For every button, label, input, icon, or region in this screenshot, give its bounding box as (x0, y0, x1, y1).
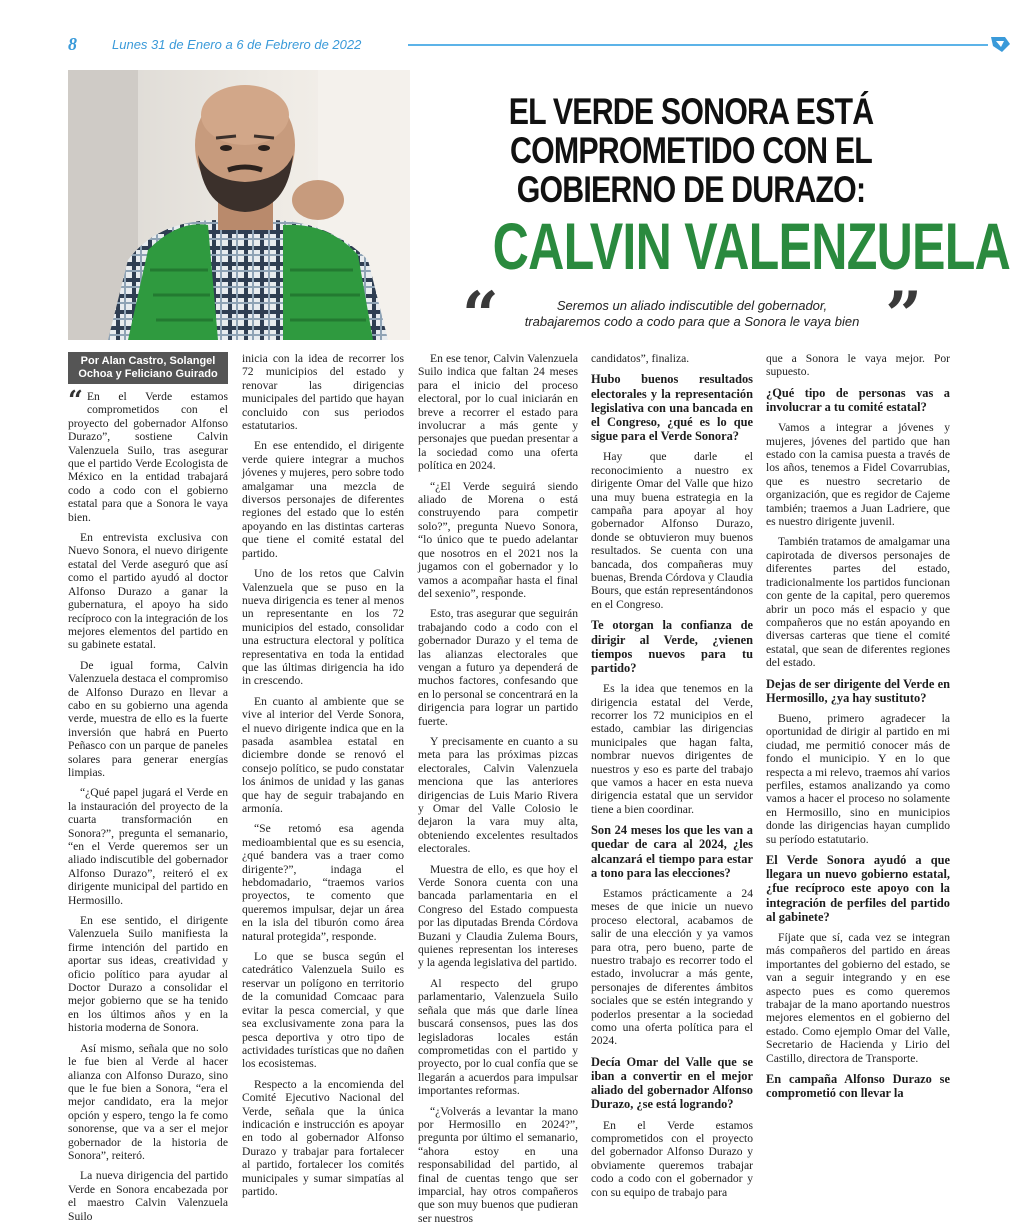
paragraph: “¿Qué papel jugará el Verde en la instauración del proyecto de la cuarta transformación en Sonora?”, pregunta el semanario, “en el Verde queremos ser un aliado indiscutible del gobernador Alfonso Durazo”, reiteró el ex dirigente municipal del partido en Hermosillo. (68, 786, 228, 907)
page-number: 8 (68, 34, 77, 54)
interview-question: ¿Qué tipo de personas vas a involucrar a tu comité estatal? (766, 385, 950, 415)
lead-paragraph-text: En el Verde estamos comprometidos con el proyecto del gobernador Alfonso Durazo”, sostiene Calvin Valenzuela Suilo, tras asegurar que el partido Verde Ecologista de México en la entidad trabajará codo a codo con el gobierno estatal para que a Sonora le vaya bien. (68, 390, 228, 524)
article-column-2 (242, 352, 404, 1198)
open-quote-icon: “ (462, 278, 499, 353)
header-rule (408, 44, 988, 46)
article-column-5 (766, 352, 950, 1182)
paragraph: La nueva dirigencia del partido Verde en Sonora encabezada por el maestro Calvin Valenzuela Suilo (68, 1169, 228, 1223)
interview-question: El Verde Sonora ayudó a que llegara un nuevo gobierno estatal, ¿fue recíproco este apoyo con la integración de perfiles del partido al gabinete? (766, 853, 950, 924)
paragraph: Respecto a la encomienda del Comité Ejecutivo Nacional del Verde, señala que la única indicación e instrucción es apoyar en todo al gobernador Alfonso Durazo y trabajar para fortalecer al partido, fortalecer los comités municipales y sumar simpatías al partido. (242, 1077, 404, 1198)
headline-line-1: EL VERDE SONORA ESTÁ (508, 91, 874, 132)
paragraph: “Se retomó esa agenda medioambiental que es su esencia, ¿qué bandera vas a traer como dirigente?”, indaga el hebdomadario, “traemos varios proyectos, te comento que queremos impulsar, dejar un área en la isla del tiburón como área natural protegida”, responde. (242, 822, 404, 943)
paragraph: En el Verde estamos comprometidos con el proyecto del gobernador Alfonso Durazo y obviamente queremos trabajar codo a codo con el gobernador y con su equipo de trabajo para (591, 1118, 753, 1199)
paragraph: Es la idea que tenemos en la dirigencia estatal del Verde, recorrer los 72 municipios en el estado, cambiar las dirigencias municipales que hagan falta, nombrar nuevos dirigentes de nuestros y eso es parte del trabajo que vamos a hacer en esta nueva dirigencia estatal que un servidor tiene a bien coordinar. (591, 682, 753, 816)
paragraph: En ese sentido, el dirigente Valenzuela Suilo manifiesta la firme intención del partido en aportar sus ideas, creatividad y oficio político para ayudar al Doctor Durazo a consolidar el mejor gobierno que se ha tenido en los últimos años y en la historia moderna de Sonora. (68, 914, 228, 1035)
paragraph: En ese tenor, Calvin Valenzuela Suilo indica que faltan 24 meses para el inicio del proceso electoral, por lo cual iniciarán en breve a recorrer el estado para involucrar a más gente y personajes que puedan presentar a la sociedad como una oferta política en 2024. (418, 352, 578, 473)
page-header (68, 34, 948, 56)
paragraph: Uno de los retos que Calvin Valenzuela que se puso en la nueva dirigencia es tener al menos un representante en los 72 municipios del estado, consolidar una estructura electoral y política representativa en toda la entidad que las últimas dirigencia ha ido in crescendo. (242, 567, 404, 688)
article-column-1 (68, 352, 228, 1223)
close-quote-icon: ” (885, 278, 922, 353)
paragraph: Esto, tras asegurar que seguirán trabajando codo a codo con el gobernador Durazo y el tema de las alianzas electorales que vengan a futuro ya dependerá de muchos factores, confesando que en lo personal se concentrará en la dirigencia para lograr un partido fuerte. (418, 607, 578, 728)
paragraph: Vamos a integrar a jóvenes y mujeres, jóvenes del partido que han estado con la camisa puesta a través de los años, tenemos a Fidel Covarrubias, que es nuestro secretario de organización, que es regidor de Cajeme también; traemos a Juan Ladriere, que es nuestro dirigente juvenil. (766, 421, 950, 529)
paragraph: Bueno, primero agradecer la oportunidad de dirigir al partido en mi ciudad, me permitió conocer más de fondo el municipio. Y en lo que respecta a mi relevo, traemos ahí varios perfiles, estamos analizando ya como vamos a hacer el proceso no solamente en Hermosillo, sino en municipios donde las dirigencias hayan cumplido su período estatutario. (766, 711, 950, 846)
interview-question: Dejas de ser dirigente del Verde en Hermosillo, ¿ya hay sustituto? (766, 676, 950, 705)
paragraph: En entrevista exclusiva con Nuevo Sonora, el nuevo dirigente estatal del Verde aseguró que así como el partido ayudó al doctor Alfonso Durazo a ganar la gubernatura, el apoyo ha sido recíproco con la integración de los mejores elementos del partido en su gabinete estatal. (68, 531, 228, 652)
paragraph: También tratamos de amalgamar una capirotada de diversos personajes de diferentes partes del estado, tradicionalmente los partidos funcionan con gente de la capital, pero queremos abrir un poco más el espacio y que compañeros que no están apoyando en diversas carteras que tiene el comité estatal, que sean de diferentes regiones del estado. (766, 535, 950, 670)
paragraph: Muestra de ello, es que hoy el Verde Sonora cuenta con una bancada parlamentaria en el Congreso del Estado compuesta por las diputadas Brenda Córdova Buzani y Claudia Zulema Bours, quienes representan los intereses y la agenda legislativa del partido. (418, 862, 578, 970)
paragraph: que a Sonora le vaya mejor. Por supuesto. (766, 352, 950, 379)
headline-line-2: COMPROMETIDO CON EL (509, 130, 872, 171)
byline: Por Alan Castro, Solangel Ochoa y Feliciano Guirado (68, 352, 228, 384)
interview-question: Son 24 meses los que les van a quedar de cara al 2024, ¿les alcanzará el tiempo para estar a tono para las elecciones? (591, 823, 753, 880)
portrait-illustration (68, 70, 410, 340)
paragraph: Fíjate que sí, cada vez se integran más compañeros del partido en áreas importantes del gobierno del estado, se van a seguir integrando y en ese aspecto pues es como queremos trabajar de la mano aportando nuestros mejores elementos en el gobierno del estado. Como ejemplo Omar del Valle, Secretario de Hacienda y Lirio del Castillo, directora de Transporte. (766, 931, 950, 1065)
paragraph: Lo que se busca según el catedrático Valenzuela Suilo es reservar un polígono en territorio de la comunidad Comcaac para evitar la pesca comercial, y que sea exclusivamente zona para la pesca deportiva y otro tipo de actividades turísticas que no dañen los ecosistemas. (242, 950, 404, 1071)
paragraph: Así mismo, señala que no solo le fue bien al Verde al hacer alianza con Alfonso Durazo, sino que le fue bien a Sonora, “era el mejor candidato, era la mejor opción y espero, tengo la fe como sonorense, que va a ser el mejor gobernador de la historia de Sonora”, reiteró. (68, 1041, 228, 1162)
paragraph: Hay que darle el reconocimiento a nuestro ex dirigente Omar del Valle que hizo una muy buena estrategia en la campaña para apoyar al hoy gobernador Alfonso Durazo, donde se obtuvieron muy buenos resultados. Se cuenta con una bancada, dos compañeras muy buenas, Brenda Córdova y Claudia Bours, que están representándonos en el Congreso. (591, 450, 753, 611)
lead-paragraph (68, 386, 228, 524)
publication-logo-icon (990, 34, 1012, 54)
pull-quote-text: Seremos un aliado indiscutible del gobernador, trabajaremos codo a codo para que a Sonora le vaya bien (524, 298, 860, 329)
interview-question: Te otorgan la confianza de dirigir al Verde, ¿vienen tiempos nuevos para tu partido? (591, 618, 753, 675)
issue-date: Lunes 31 de Enero a 6 de Febrero de 2022 (112, 37, 362, 52)
pull-quote (462, 278, 922, 353)
interview-question: En campaña Alfonso Durazo se comprometió con llevar la (766, 1072, 950, 1101)
paragraph: En cuanto al ambiente que se vive al interior del Verde Sonora, el nuevo dirigente indica que en la pasada asamblea estatal en diciembre donde se renovó el consejo político, se pudo constatar los ánimos de unidad y las ganas que hay de seguir trabajando en armonía. (242, 694, 404, 815)
paragraph: “¿El Verde seguirá siendo aliado de Morena o está construyendo para competir solo?”, pregunta Nuevo Sonora, “lo único que te puedo adelantar que nosotros en el 2021 nos la jugamos con el gobernador y lo vamos a acompañar hasta el final del sexenio”, responde. (418, 479, 578, 600)
paragraph: “¿Volverás a levantar la mano por Hermosillo en 2024?”, pregunta por último el semanario, “ahora estoy en una responsabilidad del partido, al final de cuentas tengo que ser imparcial, hay otros compañeros que son muy buenos que pudieran ser nuestros (418, 1104, 578, 1225)
interview-question: Hubo buenos resultados electorales y la representación legislativa con una bancada en el Congreso, ¿qué es lo que sigue para el Verde Sonora? (591, 372, 753, 444)
article-column-4 (591, 352, 753, 1199)
paragraph: Estamos prácticamente a 24 meses de que inicie un nuevo proceso electoral, acabamos de salir de una elección y ya vamos para otra, pero bueno, parte de nuestro trabajo es recorrer todo el estado, involucrar a más gente, personajes de diferentes ámbitos sociales que se estén integrando y poderlos presentar a la sociedad como una oferta política para el 2024. (591, 886, 753, 1048)
paragraph: En ese entendido, el dirigente verde quiere integrar a muchos jóvenes y mujeres, pero sobre todo amalgamar una mezcla de diversos personajes de diferentes regiones del estado que lo estén apoyando en las distintas carteras que tiene el comité estatal del partido. (242, 439, 404, 560)
article-column-3 (418, 352, 578, 1225)
article-headline (430, 91, 1011, 283)
paragraph: De igual forma, Calvin Valenzuela destaca el compromiso de Alfonso Durazo en llevar a cabo en su gobierno una agenda verde, muestra de ello es la fuerte inversión que habrá en Puerto Peñasco con un parque de paneles solares para generar energías limpias. (68, 658, 228, 779)
paragraph: Al respecto del grupo parlamentario, Valenzuela Suilo señala que más que darle línea buscará consensos, pues las dos legisladoras locales están comprometidas con el partido y proyecto, por lo cual confía que se llegarán a acuerdos para impulsar importantes reformas. (418, 976, 578, 1098)
lead-quote-icon: “ (68, 386, 83, 416)
paragraph: Y precisamente en cuanto a su meta para las próximas pizcas electorales, Calvin Valenzuela menciona que las anteriores dirigencias de Luis Mario Rivera y Omar del Valle Colosio le dejaron la vara muy alta, obteniendo excelentes resultados electorales. (418, 734, 578, 856)
paragraph: inicia con la idea de recorrer los 72 municipios del estado y renovar las dirigencias municipales del partido que hayan concluido con sus periodos estatutarios. (242, 352, 404, 433)
paragraph: candidatos”, finaliza. (591, 352, 690, 365)
headline-line-3: GOBIERNO DE DURAZO: (516, 169, 866, 210)
article-photo (68, 70, 410, 340)
interview-question: Decía Omar del Valle que se iban a convertir en el mejor aliado del gobernador Alfonso Durazo, ¿se está logrando? (591, 1054, 753, 1112)
headline-name: CALVIN VALENZUELA (492, 209, 1011, 283)
